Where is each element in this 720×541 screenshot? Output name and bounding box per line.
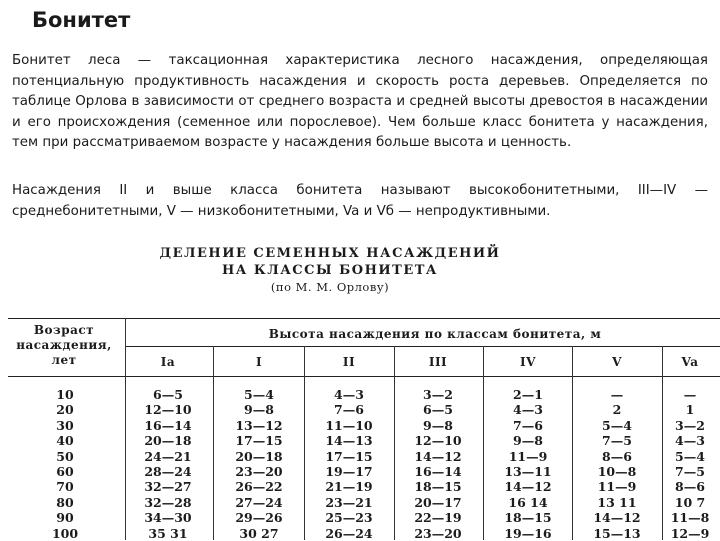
height-cell: 17—15: [235, 433, 283, 449]
height-cell: 34—30: [144, 510, 192, 526]
height-cell: 19—16: [504, 525, 552, 541]
height-cell: 7—5: [675, 464, 705, 479]
height-cell: 11—10: [325, 417, 373, 433]
height-cell: 21—19: [325, 479, 373, 495]
intro-paragraph: Бонитет леса — таксационная характеристика лесного насаждения, определяющая потенциальную продуктивность насаждения и скорость роста деревьев. Определяется по таблице Орлова в зависимости от среднего возраста и средней высоты древостоя в насаждении и его происхождения (семенное или порослевое). Чем больше класс бонитета у насаждения, тем при рассматриваемом возрасте у насаждения больше высота и ценность.: [12, 53, 708, 150]
header-mid-rule: [125, 346, 720, 347]
height-cell: 20—18: [235, 448, 283, 464]
height-cell: 14—13: [325, 433, 373, 449]
height-cell: —: [610, 387, 624, 402]
height-cell: 26—24: [325, 525, 373, 541]
height-cell: 5—4: [244, 387, 274, 402]
class-header: II: [342, 355, 356, 369]
height-cell: 14—12: [593, 510, 641, 526]
column-divider: [483, 346, 484, 540]
class-header: IV: [520, 355, 536, 369]
height-cell: 2: [612, 402, 622, 418]
height-cell: 16—14: [144, 417, 192, 433]
height-cell: 8—6: [675, 479, 705, 495]
height-cell: 10 7: [674, 494, 706, 510]
height-cell: 13 11: [597, 494, 637, 510]
height-cell: —: [683, 387, 697, 402]
class-header: Ia: [160, 355, 176, 369]
age-cell: 70: [56, 479, 74, 495]
height-cell: 27—24: [235, 494, 283, 510]
height-cell: 24—21: [144, 448, 192, 464]
height-cell: 12—10: [414, 433, 462, 449]
classification-paragraph: Насаждения II и выше класса бонитета называют высокобонитетными, III—IV — среднебонитетными, V — низкобонитетными, Va и Vб — непродуктивными.: [12, 183, 708, 219]
height-cell: 5—4: [602, 417, 632, 433]
height-cell: 26—22: [235, 479, 283, 495]
height-cell: 10—8: [597, 464, 637, 479]
height-cell: 11—9: [597, 479, 637, 495]
height-cell: 16 14: [508, 494, 548, 510]
age-cell: 20: [56, 402, 74, 418]
height-cell: 18—15: [414, 479, 462, 495]
orlov-table-image: [0, 238, 720, 540]
height-cell: 12—10: [144, 402, 192, 418]
height-cell: 14—12: [414, 448, 462, 464]
height-cell: 30 27: [239, 525, 279, 541]
height-cell: 23—20: [414, 525, 462, 541]
age-cell: 40: [56, 433, 74, 449]
height-cell: 22—19: [414, 510, 462, 526]
height-cell: 32—28: [144, 494, 192, 510]
height-column-header: Высота насаждения по классам бонитета, м: [268, 327, 602, 341]
table-title-line2: НА КЛАССЫ БОНИТЕТА: [222, 263, 438, 278]
height-cell: 2—1: [513, 387, 543, 402]
height-cell: 19—17: [325, 464, 373, 479]
height-cell: 15—13: [593, 525, 641, 541]
column-divider: [572, 346, 573, 540]
height-cell: 32—27: [144, 479, 192, 495]
height-cell: 7—6: [334, 402, 364, 418]
column-divider: [304, 346, 305, 540]
height-cell: 13—12: [235, 417, 283, 433]
height-cell: 6—5: [153, 387, 183, 402]
height-cell: 9—8: [244, 402, 274, 418]
height-cell: 11—8: [670, 510, 710, 526]
height-cell: 23—20: [235, 464, 283, 479]
height-cell: 4—3: [513, 402, 543, 418]
height-cell: 17—15: [325, 448, 373, 464]
age-cell: 50: [56, 448, 74, 464]
height-cell: 20—18: [144, 433, 192, 449]
height-cell: 4—3: [675, 433, 705, 449]
age-column-header: Возраст насаждения, лет: [16, 323, 112, 367]
height-cell: 9—8: [513, 433, 543, 449]
height-cell: 18—15: [504, 510, 552, 526]
height-cell: 23—21: [325, 494, 373, 510]
height-cell: 11—9: [508, 448, 548, 464]
height-cell: 1: [685, 402, 695, 418]
page-title: Бонитет: [32, 8, 131, 32]
height-cell: 12—9: [670, 525, 710, 541]
age-cell: 30: [56, 417, 74, 433]
height-cell: 9—8: [423, 417, 453, 433]
age-cell: 10: [56, 387, 74, 402]
height-cell: 7—6: [513, 417, 543, 433]
height-cell: 3—2: [675, 417, 705, 433]
table-author: (по М. М. Орлову): [270, 280, 390, 294]
class-header: III: [428, 355, 448, 369]
height-cell: 5—4: [675, 448, 705, 464]
height-cell: 35 31: [148, 525, 188, 541]
height-cell: 3—2: [423, 387, 453, 402]
height-cell: 28—24: [144, 464, 192, 479]
age-cell: 80: [56, 494, 74, 510]
age-cell: 90: [56, 510, 74, 526]
height-cell: 20—17: [414, 494, 462, 510]
column-divider: [125, 318, 126, 540]
age-cell: 60: [56, 464, 74, 479]
age-cell: 100: [51, 525, 79, 541]
height-cell: 25—23: [325, 510, 373, 526]
class-header: Va: [681, 355, 699, 369]
height-cell: 16—14: [414, 464, 462, 479]
column-divider: [213, 346, 214, 540]
height-cell: 29—26: [235, 510, 283, 526]
height-cell: 4—3: [334, 387, 364, 402]
height-cell: 13—11: [504, 464, 552, 479]
table-title-line1: ДЕЛЕНИЕ СЕМЕННЫХ НАСАЖДЕНИЙ: [159, 246, 501, 261]
height-cell: 7—5: [602, 433, 632, 449]
height-cell: 6—5: [423, 402, 453, 418]
class-header: I: [255, 355, 263, 369]
height-cell: 8—6: [602, 448, 632, 464]
table-top-rule: [8, 318, 720, 319]
column-divider: [394, 346, 395, 540]
header-bottom-rule: [8, 376, 720, 377]
height-cell: 14—12: [504, 479, 552, 495]
class-header: V: [612, 355, 622, 369]
